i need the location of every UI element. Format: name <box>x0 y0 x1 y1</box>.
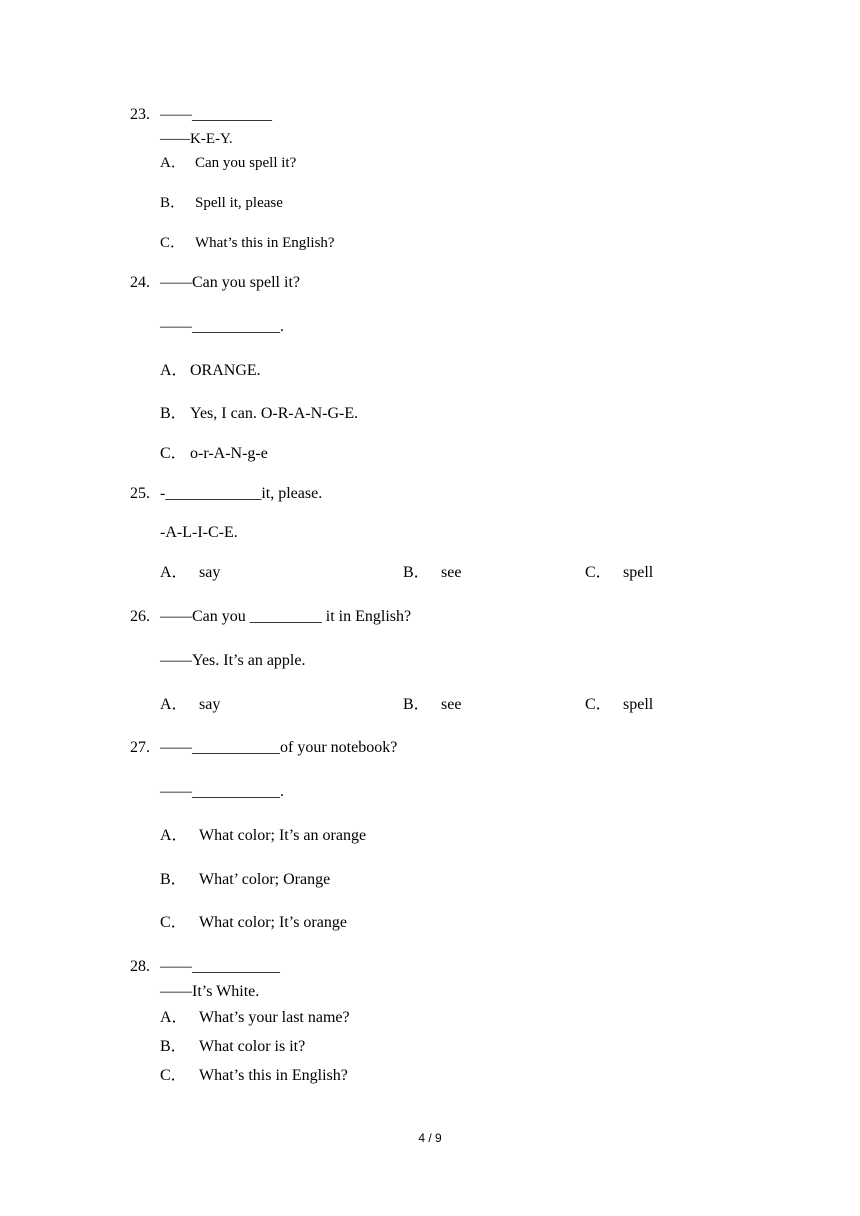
option-letter: A． <box>160 696 188 713</box>
option-letter: C． <box>160 1067 187 1084</box>
question-number: 25. <box>130 485 150 502</box>
option-letter: A． <box>160 155 186 171</box>
option-c <box>585 695 653 715</box>
question-number: 23. <box>130 106 150 123</box>
question-number: 24. <box>130 274 150 291</box>
question-number: 28. <box>130 958 150 975</box>
question-answer-line: ——___________. <box>160 783 284 800</box>
option-text: o-r-A-N-g-e <box>190 445 268 462</box>
option-text: What’ color; Orange <box>199 871 331 888</box>
option-a <box>160 1008 350 1028</box>
question-stem: ——___________ <box>160 958 280 975</box>
option-text: see <box>441 696 462 713</box>
question-answer-line: ——___________. <box>160 318 284 335</box>
question-answer-line: -A-L-I-C-E. <box>160 524 238 541</box>
option-text: spell <box>623 564 654 581</box>
option-text: What’s your last name? <box>199 1009 350 1026</box>
option-text: Spell it, please <box>195 195 283 211</box>
option-b <box>403 563 461 583</box>
option-b <box>160 870 330 890</box>
question-answer-line: ——Yes. It’s an apple. <box>160 652 306 669</box>
option-text: What’s this in English? <box>195 235 335 251</box>
option-letter: B． <box>160 195 186 211</box>
option-b <box>403 695 461 715</box>
option-a <box>160 153 296 173</box>
option-a <box>160 563 220 583</box>
option-c <box>160 1066 348 1086</box>
option-text: What color is it? <box>199 1038 306 1055</box>
option-letter: A． <box>160 564 188 581</box>
option-letter: C． <box>585 696 612 713</box>
option-text: say <box>199 696 221 713</box>
question-answer-line: ——It’s White. <box>160 983 260 1000</box>
option-letter: C． <box>585 564 612 581</box>
question-stem: ——___________of your notebook? <box>160 739 398 756</box>
option-text: Yes, I can. O-R-A-N-G-E. <box>190 405 359 422</box>
question-number: 27. <box>130 739 150 756</box>
option-c <box>585 563 653 583</box>
option-letter: A． <box>160 362 188 379</box>
option-b <box>160 404 358 424</box>
option-c <box>160 913 347 933</box>
option-letter: C． <box>160 914 187 931</box>
option-a <box>160 361 261 381</box>
option-letter: C． <box>160 445 187 462</box>
option-letter: B． <box>160 405 187 422</box>
option-text: What color; It’s an orange <box>199 827 367 844</box>
option-b <box>160 1037 305 1057</box>
option-letter: B． <box>160 1038 187 1055</box>
option-text: spell <box>623 696 654 713</box>
option-text: say <box>199 564 221 581</box>
option-text: see <box>441 564 462 581</box>
question-answer-line: ——K-E-Y. <box>160 131 233 147</box>
option-b <box>160 193 283 213</box>
page-number: 4 / 9 <box>418 1131 442 1145</box>
option-letter: C． <box>160 235 186 251</box>
option-a <box>160 695 220 715</box>
option-letter: B． <box>403 696 430 713</box>
question-stem: ——Can you spell it? <box>160 274 300 291</box>
option-text: What’s this in English? <box>199 1067 348 1084</box>
option-text: Can you spell it? <box>195 155 297 171</box>
option-letter: B． <box>160 871 187 888</box>
option-letter: A． <box>160 827 188 844</box>
question-stem: -____________it, please. <box>160 485 323 502</box>
question-number: 26. <box>130 608 150 625</box>
option-letter: B． <box>403 564 430 581</box>
option-c <box>160 233 335 253</box>
option-text: ORANGE. <box>190 362 261 379</box>
option-a <box>160 826 366 846</box>
option-text: What color; It’s orange <box>199 914 347 931</box>
option-letter: A． <box>160 1009 188 1026</box>
question-stem: ——__________ <box>160 106 272 123</box>
option-c <box>160 444 268 464</box>
question-stem: ——Can you _________ it in English? <box>160 608 412 625</box>
